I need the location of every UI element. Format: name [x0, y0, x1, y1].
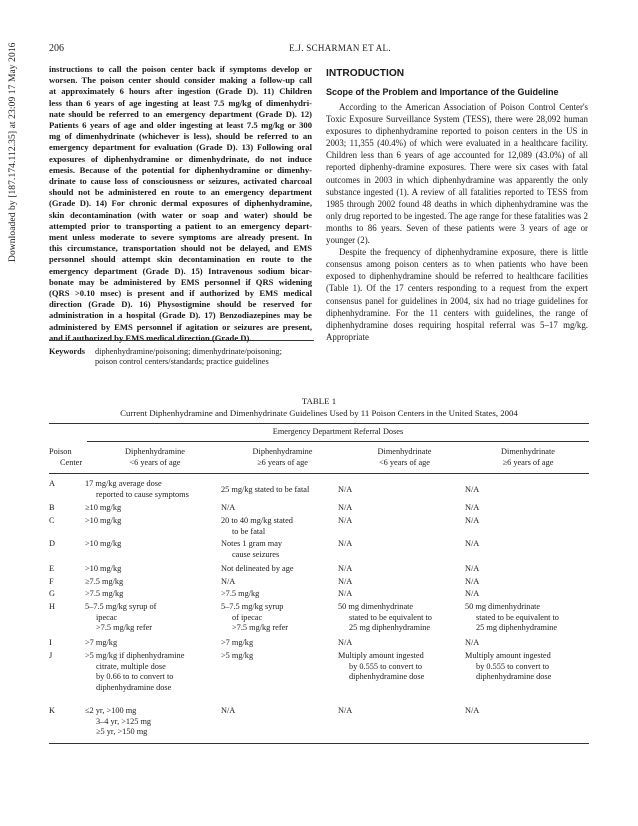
cell-dph-6plus — [221, 706, 346, 717]
row-center — [49, 602, 87, 613]
table-title: Current Diphenhydramine and Dimenhydrinate Guidelines Used by 11 Poison Centers in the United States, 2004 — [120, 408, 518, 418]
cell-dmh-under6-line: 50 mg dimenhydrinate — [338, 602, 414, 611]
cell-dmh-under6 — [338, 539, 469, 550]
cell-dph-under6-line: ≤2 yr, >100 mg — [85, 706, 137, 715]
cell-dmh-6plus-line: by 0.555 to convert to — [476, 661, 550, 671]
abstract-continuation — [49, 64, 312, 344]
cell-dph-6plus — [221, 516, 346, 537]
cell-dmh-6plus — [465, 638, 589, 649]
cell-dmh-6plus — [465, 539, 589, 550]
row-center — [49, 706, 87, 717]
cell-dmh-6plus-line: N/A — [465, 485, 480, 494]
cell-dph-under6 — [85, 564, 227, 575]
abstract-line: at approximately 6 hours after ingestion (Grade D). 11) Children — [49, 86, 312, 97]
cell-dph-under6 — [85, 651, 227, 693]
column-header-line: <6 years of age — [379, 457, 430, 467]
cell-dph-6plus — [221, 602, 346, 634]
cell-dph-6plus-line: N/A — [221, 706, 236, 715]
column-header-line: Poison — [49, 447, 72, 456]
table-bottom-rule — [49, 743, 589, 744]
cell-dmh-under6-line: N/A — [338, 539, 353, 548]
abstract-line: skin decontamination (with water or soap and water) should be — [49, 209, 312, 220]
cell-dmh-under6 — [338, 516, 469, 527]
cell-dmh-under6-line: N/A — [338, 589, 353, 598]
cell-dph-6plus — [221, 485, 346, 496]
abstract-line: administered by EMS personnel if agitation or seizures are present, — [49, 321, 312, 332]
cell-dph-under6-line: 17 mg/kg average dose — [85, 479, 162, 488]
cell-dph-under6 — [85, 706, 227, 738]
abstract-line: bonate may be administered by EMS personnel if QRS widening — [49, 276, 312, 287]
cell-dmh-under6-line: by 0.555 to convert to — [349, 661, 423, 671]
row-center — [49, 479, 87, 490]
column-header-line: <6 years of age — [129, 457, 181, 467]
cell-dmh-6plus-line: N/A — [465, 503, 480, 512]
row-center-line: D — [49, 539, 55, 548]
cell-dph-under6 — [85, 516, 227, 527]
cell-dmh-6plus — [465, 503, 589, 514]
column-header-line: Diphenhydramine — [252, 447, 313, 456]
cell-dmh-6plus-line: diphenhydramine dose — [476, 672, 552, 682]
row-center-line: B — [49, 503, 55, 512]
column-header-line: ≥6 years of age — [502, 457, 554, 467]
cell-dmh-under6 — [338, 564, 469, 575]
cell-dph-under6-line: ≥7.5 mg/kg — [85, 577, 124, 586]
cell-dmh-under6-line: stated to be equivalent to — [349, 612, 432, 622]
cell-dph-under6 — [85, 638, 227, 649]
cell-dmh-under6 — [338, 602, 469, 634]
abstract-line: emergency department for evaluation (Grade D). 13) Following oral — [49, 142, 312, 153]
table-top-rule — [49, 423, 589, 424]
table-caption — [49, 395, 589, 419]
row-center — [49, 539, 87, 550]
row-center-line: C — [49, 516, 55, 525]
cell-dph-6plus — [221, 577, 346, 588]
cell-dmh-6plus-line: N/A — [465, 577, 480, 586]
row-center-line: H — [49, 602, 55, 611]
cell-dmh-6plus-line: N/A — [465, 638, 480, 647]
cell-dmh-6plus-line: N/A — [465, 589, 480, 598]
cell-dph-6plus-line: of ipecac — [232, 612, 263, 622]
cell-dph-under6-line: by 0.66 to to convert to — [96, 672, 174, 682]
cell-dmh-6plus-line: N/A — [465, 564, 480, 573]
cell-dph-under6-line: >10 mg/kg — [85, 564, 122, 573]
cell-dph-under6 — [85, 503, 227, 514]
cell-dmh-under6-line: diphenhydramine dose — [349, 672, 425, 682]
cell-dmh-6plus-line: N/A — [465, 516, 480, 525]
span-header-rule — [87, 441, 589, 442]
running-head: E.J. SCHARMAN ET AL. — [289, 43, 391, 53]
abstract-line: drinate to cause loss of consciousness or seizures, activated charcoal — [49, 176, 312, 187]
abstract-line: should not be administered en route to an emergency department — [49, 187, 312, 198]
row-center-line: G — [49, 589, 55, 598]
column-header-line: ≥6 years of age — [257, 457, 308, 467]
cell-dmh-under6 — [338, 638, 469, 649]
download-watermark: Downloaded by [187.174.112.35] at 23:09 17 May 2016 — [8, 42, 18, 262]
cell-dmh-under6-line: N/A — [338, 638, 353, 647]
row-center-line: F — [49, 577, 54, 586]
cell-dmh-under6-line: N/A — [338, 503, 353, 512]
cell-dph-6plus — [221, 589, 346, 600]
cell-dmh-6plus — [465, 516, 589, 527]
abstract-line: this circumstance, transportation should not be delayed, and EMS — [49, 243, 312, 254]
cell-dph-under6 — [85, 577, 227, 588]
cell-dph-6plus-line: Not delineated by age — [221, 564, 294, 573]
cell-dph-6plus-line: N/A — [221, 577, 236, 586]
cell-dph-under6-line: >7.5 mg/kg — [85, 589, 124, 598]
cell-dph-6plus-line: cause seizures — [232, 549, 280, 559]
cell-dmh-under6-line: 25 mg diphenhydramine — [349, 623, 431, 633]
column-header-line: Diphenhydramine — [125, 447, 185, 456]
cell-dph-6plus — [221, 539, 346, 560]
abstract-line: nate should be referred to an emergency department (Grade D). 12) — [49, 108, 312, 119]
cell-dmh-under6 — [338, 589, 469, 600]
column-header — [49, 447, 87, 468]
abstract-line: less than 6 years of age ingesting at least 7.5 mg/kg of dimenhydri- — [49, 97, 312, 108]
abstract-line: instructions to call the poison center back if symptoms develop or — [49, 64, 312, 74]
column-header — [342, 447, 467, 468]
row-center — [49, 564, 87, 575]
row-center — [49, 503, 87, 514]
section-heading: INTRODUCTION — [326, 68, 405, 79]
cell-dph-6plus-line: >5 mg/kg — [221, 651, 254, 660]
cell-dph-under6-line: >5 mg/kg if diphenhydramine — [85, 651, 185, 660]
column-header-line: Dimenhydrinate — [501, 447, 555, 456]
cell-dph-under6 — [85, 602, 227, 634]
keywords-label: Keywords — [49, 347, 85, 356]
cell-dph-6plus — [221, 638, 346, 649]
cell-dph-6plus-line: 20 to 40 mg/kg stated — [221, 516, 293, 525]
cell-dph-under6-line: reported to cause symptoms — [96, 489, 189, 499]
cell-dph-6plus — [221, 503, 346, 514]
abstract-line: (QRS >0.10 msec) is present and if authorized by EMS medical — [49, 288, 312, 299]
cell-dmh-under6-line: N/A — [338, 564, 353, 573]
row-center-line: I — [49, 638, 52, 647]
abstract-line: emesis. Because of the potential for diphenhydramine or dimenhy- — [49, 164, 312, 175]
abstract-line: ment unless moderate to severe symptoms are already present. In — [49, 232, 312, 243]
row-center-line: A — [49, 479, 55, 488]
cell-dph-under6 — [85, 479, 227, 500]
cell-dph-under6-line: 3–4 yr, >125 mg — [96, 716, 152, 726]
abstract-line: worsen. The poison center should consider making a follow-up call — [49, 75, 312, 86]
keywords-line-1: diphenhydramine/poisoning; dimenhydrinate/poisoning; — [95, 347, 282, 356]
cell-dph-6plus — [221, 564, 346, 575]
cell-dph-6plus-line: N/A — [221, 503, 236, 512]
intro-paragraph-2: Despite the frequency of diphenhydramine exposure, there is little consensus among poison centers as to when patients who have been exposed to diphenhydramine should be referred to healthcare facilities (Table 1). Of the 17 centers responding to a request from the expert consensus panel for guidelines in 2004, six had no triage guidelines for diphenhydramine. For the 11 centers with guidelines, the range of diphenhydramine doses requiring hospital referral was 5–17 mg/kg. Appropriate — [326, 247, 588, 342]
row-center — [49, 577, 87, 588]
cell-dmh-under6-line: Multiply amount ingested — [338, 651, 424, 660]
cell-dph-6plus-line: to be fatal — [232, 526, 266, 536]
row-center-line: K — [49, 706, 55, 715]
cell-dph-6plus-line: >7.5 mg/kg — [221, 589, 260, 598]
cell-dph-under6-line: >10 mg/kg — [85, 539, 122, 548]
table-label: TABLE 1 — [301, 396, 337, 406]
cell-dmh-under6 — [338, 651, 469, 683]
cell-dph-under6-line: diphenhydramine dose — [96, 682, 172, 692]
cell-dmh-6plus-line: N/A — [465, 539, 480, 548]
column-header — [223, 447, 342, 468]
abstract-line: administration in a hospital (Grade D). 17) Benzodiazepines may be — [49, 310, 312, 321]
cell-dmh-under6-line: N/A — [338, 485, 353, 494]
cell-dmh-6plus — [465, 564, 589, 575]
cell-dph-under6-line: >7 mg/kg — [85, 638, 118, 647]
abstract-line: direction (Grade D). 16) Physostigmine should be reserved for — [49, 299, 312, 310]
row-center — [49, 638, 87, 649]
cell-dph-6plus-line: Notes 1 gram may — [221, 539, 283, 548]
cell-dmh-under6 — [338, 503, 469, 514]
keywords-top-rule — [49, 340, 314, 341]
column-header — [87, 447, 223, 468]
cell-dmh-6plus-line: 50 mg dimenhydrinate — [465, 602, 541, 611]
cell-dmh-under6 — [338, 706, 469, 717]
keywords-line-2: poison control centers/standards; practice guidelines — [95, 357, 269, 367]
cell-dph-under6-line: >7.5 mg/kg refer — [96, 623, 153, 633]
intro-paragraph-1: According to the American Association of Poison Control Center's Toxic Exposure Surveillance System (TESS), there were 28,092 human exposures to diphenhydramine reported to poison centers in the US in 2003; 11,355 (40.4%) of which were evaluated in a healthcare facility. Children less than 6 years of age accounted for 12,089 (43.0%) of all reported diphenhy-dramine exposures. There were six cases with fatal outcomes in 2003 in which diphenhydramine was apparently the only substance ingested (1). A review of all fatalities reported to TESS from 1985 through 2002 found 48 deaths in which diphenhydramine was the only drug reported to be ingested. The age range for these fatalities was 2 months to 86 years. Seven of these patients were 3 years of age or younger (2). — [326, 102, 588, 246]
cell-dph-under6-line: ipecac — [96, 612, 118, 622]
cell-dmh-6plus — [465, 589, 589, 600]
cell-dmh-6plus — [465, 577, 589, 588]
introduction-section — [326, 64, 588, 343]
cell-dmh-under6 — [338, 485, 469, 496]
cell-dph-under6-line: ≥10 mg/kg — [85, 503, 122, 512]
cell-dmh-6plus — [465, 485, 589, 496]
row-center — [49, 516, 87, 527]
cell-dmh-under6-line: N/A — [338, 577, 353, 586]
cell-dph-under6-line: 5–7.5 mg/kg syrup of — [85, 602, 157, 611]
abstract-line: (Grade D). 14) For chronic dermal exposures of diphenhydramine, — [49, 198, 312, 209]
abstract-line: and if authorized by EMS medical direction (Grade D). — [49, 332, 252, 343]
abstract-line: exposures of diphenhydramine or dimenhydrinate, do not induce — [49, 153, 312, 164]
column-header-line: Center — [60, 457, 83, 467]
abstract-line: attempted prior to transporting a patient to an emergency depart- — [49, 220, 312, 231]
cell-dmh-6plus-line: Multiply amount ingested — [465, 651, 551, 660]
cell-dmh-6plus-line: 25 mg diphenhydramine — [476, 623, 558, 633]
keywords-block — [49, 347, 314, 367]
cell-dmh-under6 — [338, 577, 469, 588]
row-center-line: J — [49, 651, 53, 660]
cell-dmh-6plus-line: stated to be equivalent to — [476, 612, 559, 622]
row-center-line: E — [49, 564, 55, 573]
page-number: 206 — [49, 43, 64, 54]
cell-dmh-6plus — [465, 651, 589, 683]
cell-dph-6plus — [221, 651, 346, 662]
cell-dph-under6-line: citrate, multiple dose — [96, 661, 166, 671]
table-span-header: Emergency Department Referral Doses — [272, 427, 404, 436]
subsection-heading: Scope of the Problem and Importance of the Guideline — [326, 87, 559, 97]
row-center — [49, 589, 87, 600]
abstract-line: Patients 6 years of age and older ingesting at least 7.5 mg/kg or 300 — [49, 120, 312, 131]
cell-dph-6plus-line: 5–7.5 mg/kg syrup — [221, 602, 284, 611]
cell-dph-under6 — [85, 589, 227, 600]
column-header — [467, 447, 589, 468]
cell-dmh-6plus — [465, 706, 589, 717]
cell-dph-under6-line: ≥5 yr, >150 mg — [96, 727, 148, 737]
row-center — [49, 651, 87, 662]
cell-dph-6plus-line: >7.5 mg/kg refer — [232, 623, 289, 633]
cell-dmh-6plus-line: N/A — [465, 706, 480, 715]
cell-dph-under6 — [85, 539, 227, 550]
cell-dph-6plus-line: >7 mg/kg — [221, 638, 254, 647]
header-bottom-rule — [49, 473, 589, 474]
abstract-line: emergency department (Grade D). 15) Intravenous sodium bicar- — [49, 265, 312, 276]
cell-dmh-under6-line: N/A — [338, 706, 353, 715]
abstract-line: personnel should attempt skin decontamination en route to the — [49, 254, 312, 265]
cell-dmh-under6-line: N/A — [338, 516, 353, 525]
cell-dph-under6-line: >10 mg/kg — [85, 516, 122, 525]
abstract-line: mg of dimenhydrinate (whichever is less), should be referred to an — [49, 131, 312, 142]
cell-dph-6plus-line: 25 mg/kg stated to be fatal — [221, 485, 310, 494]
cell-dmh-6plus — [465, 602, 589, 634]
column-header-line: Dimenhydrinate — [377, 447, 432, 456]
